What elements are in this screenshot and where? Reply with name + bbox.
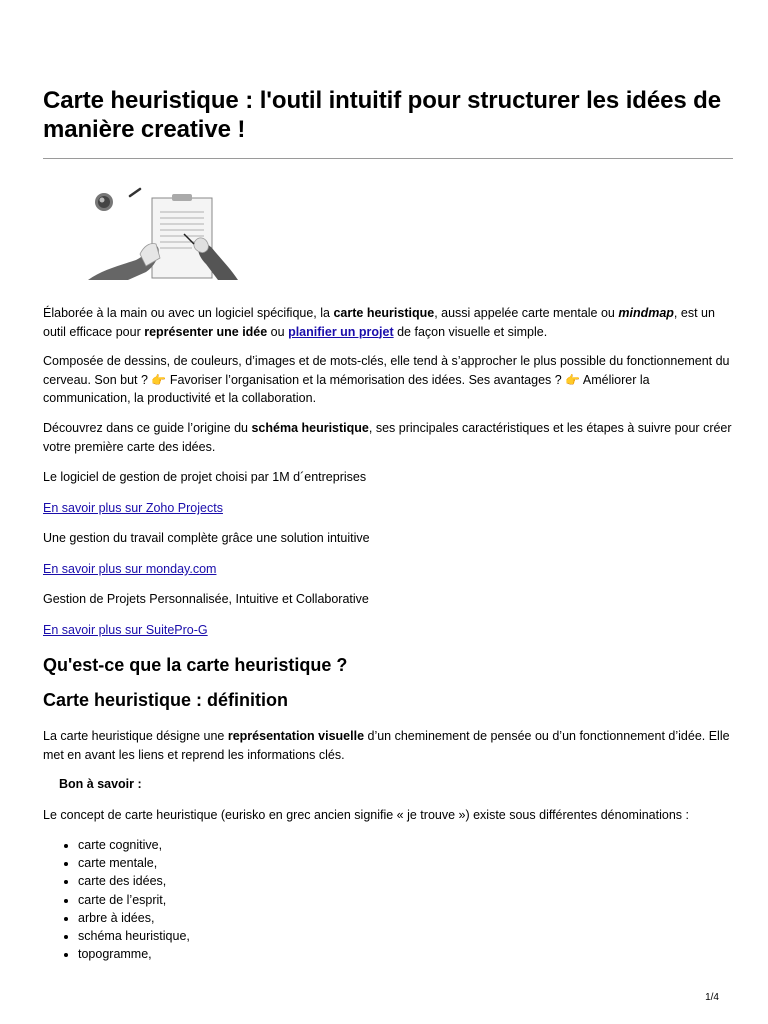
pointing-hand-icon: 👉 bbox=[151, 372, 167, 387]
concept-paragraph: Le concept de carte heuristique (eurisko en grec ancien signifie « je trouve ») existe sous différentes dénominations : bbox=[43, 808, 689, 822]
list-item: carte des idées, bbox=[43, 872, 190, 890]
page-number: 1/4 bbox=[705, 992, 719, 1003]
intro-paragraph-3: Découvrez dans ce guide l’origine du schéma heuristique, ses principales caractéristiques et les étapes à suivre pour créer votre première carte des idées. bbox=[43, 421, 732, 454]
intro-paragraph-2: Composée de dessins, de couleurs, d’images et de mots-clés, elle tend à s’approcher le plus possible du fonctionnement du cerveau. Son but ? 👉 Favoriser l’organisation et la mémorisation des idées. Ses avantages ? 👉 Améliorer la communication, la productivité et la collaboration. bbox=[43, 354, 730, 405]
list-item: topogramme, bbox=[43, 945, 190, 963]
section-heading-what-is: Qu'est-ce que la carte heuristique ? bbox=[43, 655, 348, 675]
promo-link-suitepro bbox=[43, 621, 733, 640]
promo-text-suitepro: Gestion de Projets Personnalisée, Intuitive et Collaborative bbox=[43, 592, 369, 606]
promo-link-monday bbox=[43, 560, 733, 579]
promo-link-zoho bbox=[43, 499, 733, 518]
definition-paragraph: La carte heuristique désigne une représentation visuelle d’un cheminement de pensée ou d’un fonctionnement d’idée. Elle met en avant les liens et reprend les informations clés. bbox=[43, 729, 730, 762]
zoho-projects-link[interactable]: En savoir plus sur Zoho Projects bbox=[43, 501, 223, 515]
pointing-hand-icon: 👉 bbox=[565, 372, 581, 387]
list-item: carte cognitive, bbox=[43, 836, 190, 854]
list-item: schéma heuristique, bbox=[43, 927, 190, 945]
monday-link[interactable]: En savoir plus sur monday.com bbox=[43, 562, 217, 576]
suitepro-g-link[interactable]: En savoir plus sur SuitePro-G bbox=[43, 623, 208, 637]
list-item: carte mentale, bbox=[43, 854, 190, 872]
denominations-list bbox=[43, 836, 190, 963]
clipboard-illustration bbox=[88, 184, 238, 284]
section-heading-definition: Carte heuristique : définition bbox=[43, 690, 289, 710]
planifier-projet-link[interactable]: planifier un projet bbox=[288, 324, 394, 339]
list-item: arbre à idées, bbox=[43, 909, 190, 927]
intro-paragraph-1: Élaborée à la main ou avec un logiciel spécifique, la carte heuristique, aussi appelée carte mentale ou mindmap, est un outil efficace pour représenter une idée ou planifier un projet de façon visuelle et simple. bbox=[43, 306, 715, 339]
promo-text-zoho: Le logiciel de gestion de projet choisi par 1M d´entreprises bbox=[43, 470, 367, 484]
list-item: carte de l’esprit, bbox=[43, 891, 190, 909]
title-divider bbox=[43, 158, 733, 159]
page-title: Carte heuristique : l'outil intuitif pour structurer les idées de manière creative ! bbox=[43, 87, 721, 143]
promo-text-monday: Une gestion du travail complète grâce une solution intuitive bbox=[43, 531, 370, 545]
good-to-know-label: Bon à savoir : bbox=[59, 777, 142, 791]
